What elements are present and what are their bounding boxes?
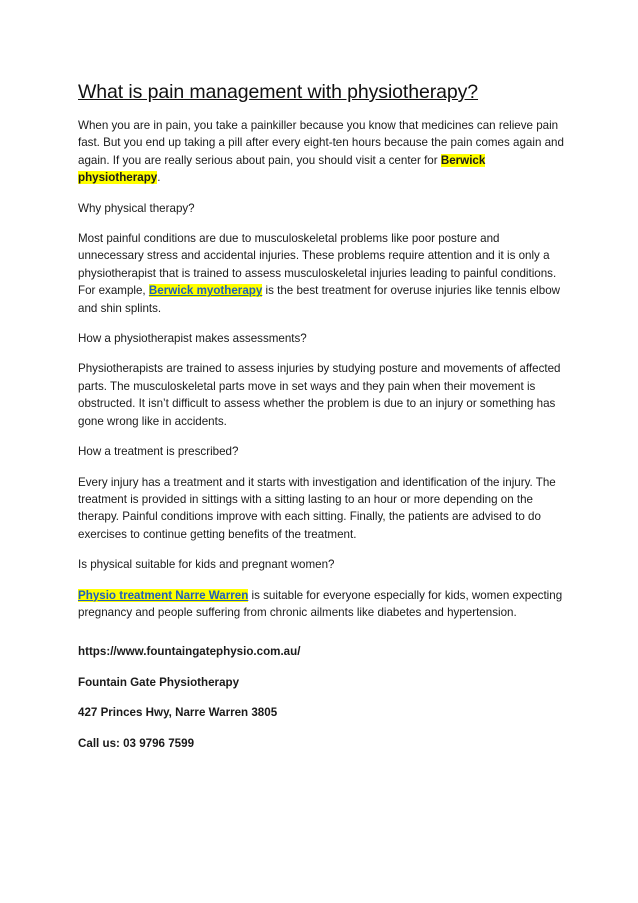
business-name: Fountain Gate Physiotherapy (78, 675, 240, 689)
conditions-paragraph (78, 230, 568, 317)
page-title: What is pain management with physiotherapy? (78, 81, 479, 103)
website-url[interactable]: https://www.fountaingatephysio.com.au/ (78, 645, 301, 659)
intro-text-end: . (157, 171, 161, 185)
intro-text: When you are in pain, you take a painkiller because you know that medicines can relieve pain fast. But you end up taking a pill after every eight-ten hours because the pain comes again and again. If you are really serious about pain, you should visit a center for (78, 119, 564, 167)
question-assessments: How a physiotherapist makes assessments? (78, 332, 307, 346)
contact-block (78, 643, 568, 752)
berwick-myotherapy-link[interactable]: Berwick myotherapy (148, 284, 263, 298)
question-treatment: How a treatment is prescribed? (78, 445, 239, 459)
phone-number: Call us: 03 9796 7599 (78, 736, 195, 750)
question-why-physical-therapy: Why physical therapy? (78, 201, 195, 215)
treatment-paragraph: Every injury has a treatment and it starts with investigation and identification of the injury. The treatment is provided in sittings with a sitting lasting to an hour or more depending on the therapy. Painful conditions improve with each sitting. Finally, the patients are advised to do exercises to continue getting benefits of the treatment. (78, 475, 556, 541)
document-body (78, 79, 568, 752)
berwick-physiotherapy-highlight: Berwick physiotherapy (78, 153, 486, 185)
suitability-text: is suitable for everyone especially for kids, women expecting pregnancy and people suffering from chronic ailments like diabetes and hypertension. (78, 588, 563, 619)
business-address: 427 Princes Hwy, Narre Warren 3805 (78, 706, 278, 720)
assessment-paragraph: Physiotherapists are trained to assess injuries by studying posture and movements of affected parts. The musculoskeletal parts move in set ways and they pain when their movement is obstructed. It isn’t difficult to assess whether the problem is due to an injury or something has gone wrong like in accidents. (78, 362, 561, 428)
question-kids-pregnant: Is physical suitable for kids and pregnant women? (78, 558, 335, 572)
intro-paragraph (78, 117, 568, 187)
conditions-text-end: is the best treatment for overuse injuries like tennis elbow and shin splints. (78, 284, 561, 315)
conditions-text: Most painful conditions are due to musculoskeletal problems like poor posture and unnecessary stress and accidental injuries. These problems require attention and it is only a physiotherapist that is trained to assess musculoskeletal injuries leading to painful conditions. For example, (78, 232, 557, 298)
suitability-paragraph (78, 587, 568, 622)
physio-treatment-narre-warren-link[interactable]: Physio treatment Narre Warren (78, 588, 249, 602)
